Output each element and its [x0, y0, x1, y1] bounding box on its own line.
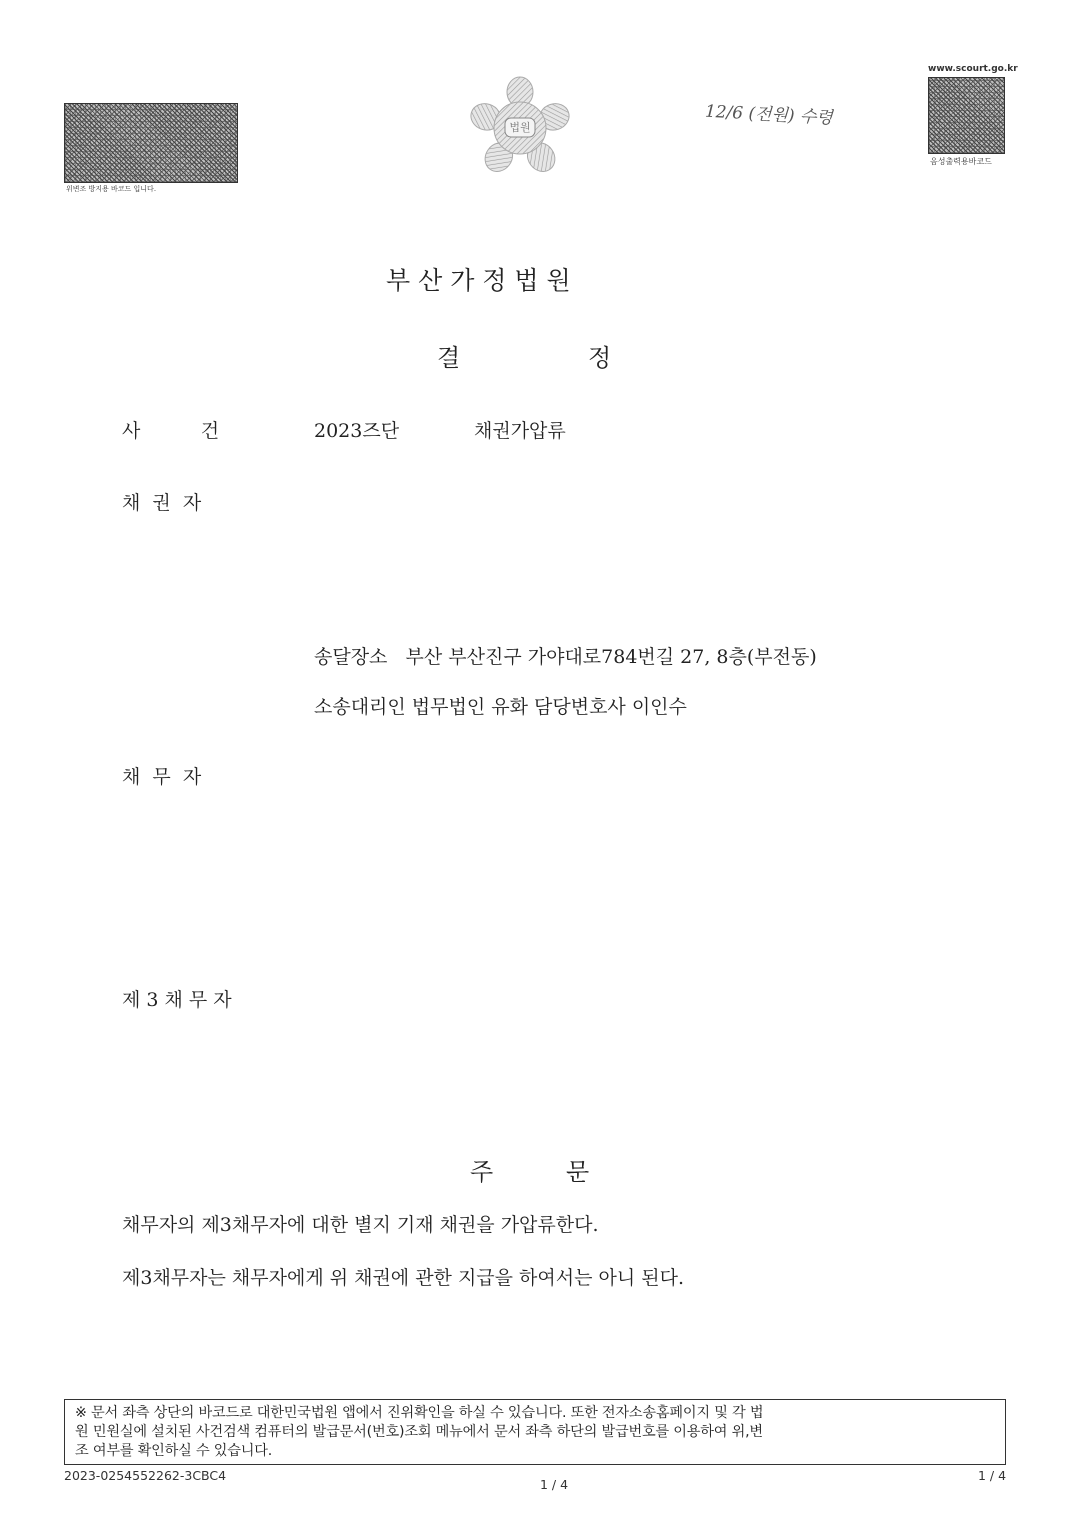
- verification-notice-line-1: ※ 문서 좌측 상단의 바코드로 대한민국법원 앱에서 진위확인을 하실 수 있습니다. 또한 전자소송홈페이지 및 각 법: [75, 1405, 764, 1421]
- doc-type-right: 정: [588, 344, 612, 372]
- page-number-right: 1 / 4: [978, 1468, 1007, 1483]
- order-line-1: 채무자의 제3채무자에 대한 별지 기재 채권을 가압류한다.: [122, 1214, 599, 1236]
- anti-forgery-barcode: [64, 103, 238, 183]
- voice-output-barcode: [928, 77, 1005, 154]
- attorney: 소송대리인 법무법인 유화 담당변호사 이인수: [314, 696, 687, 718]
- case-label: 사 건: [122, 420, 220, 442]
- verification-notice-line-3: 조 여부를 확인하실 수 있습니다.: [75, 1443, 273, 1459]
- order-heading-right: 문: [566, 1158, 590, 1186]
- verification-notice: [64, 1399, 1006, 1465]
- court-name: 부 산 가 정 법 원: [386, 266, 571, 295]
- case-number: 2023즈단: [314, 420, 400, 442]
- voice-output-barcode-caption: 음성출력용바코드: [930, 157, 992, 166]
- handwritten-note: 12/6 (전원) 수령: [704, 101, 834, 129]
- creditor-label: 채 권 자: [122, 492, 202, 514]
- third-debtor-label: 제 3 채 무 자: [122, 989, 232, 1011]
- order-heading-left: 주: [470, 1158, 494, 1186]
- court-emblem: [470, 76, 570, 176]
- case-name: 채권가압류: [474, 420, 566, 442]
- order-line-2: 제3채무자는 채무자에게 위 채권에 관한 지급을 하여서는 아니 된다.: [122, 1267, 685, 1289]
- anti-forgery-barcode-caption: 위변조 방지용 바코드 입니다.: [66, 185, 157, 193]
- debtor-label: 채 무 자: [122, 766, 202, 788]
- service-address: 송달장소 부산 부산진구 가야대로784번길 27, 8층(부전동): [314, 646, 817, 668]
- page-number-center: 1 / 4: [540, 1477, 569, 1492]
- doc-type-left: 결: [437, 344, 461, 372]
- issue-number: 2023-0254552262-3CBC4: [64, 1468, 227, 1483]
- court-emblem-label: 법원: [509, 121, 531, 134]
- verification-notice-line-2: 원 민원실에 설치된 사건검색 컴퓨터의 발급문서(번호)조회 메뉴에서 문서 좌측 하단의 발급번호를 이용하여 위,변: [75, 1424, 763, 1440]
- scourt-website-label: www.scourt.go.kr: [928, 64, 1018, 74]
